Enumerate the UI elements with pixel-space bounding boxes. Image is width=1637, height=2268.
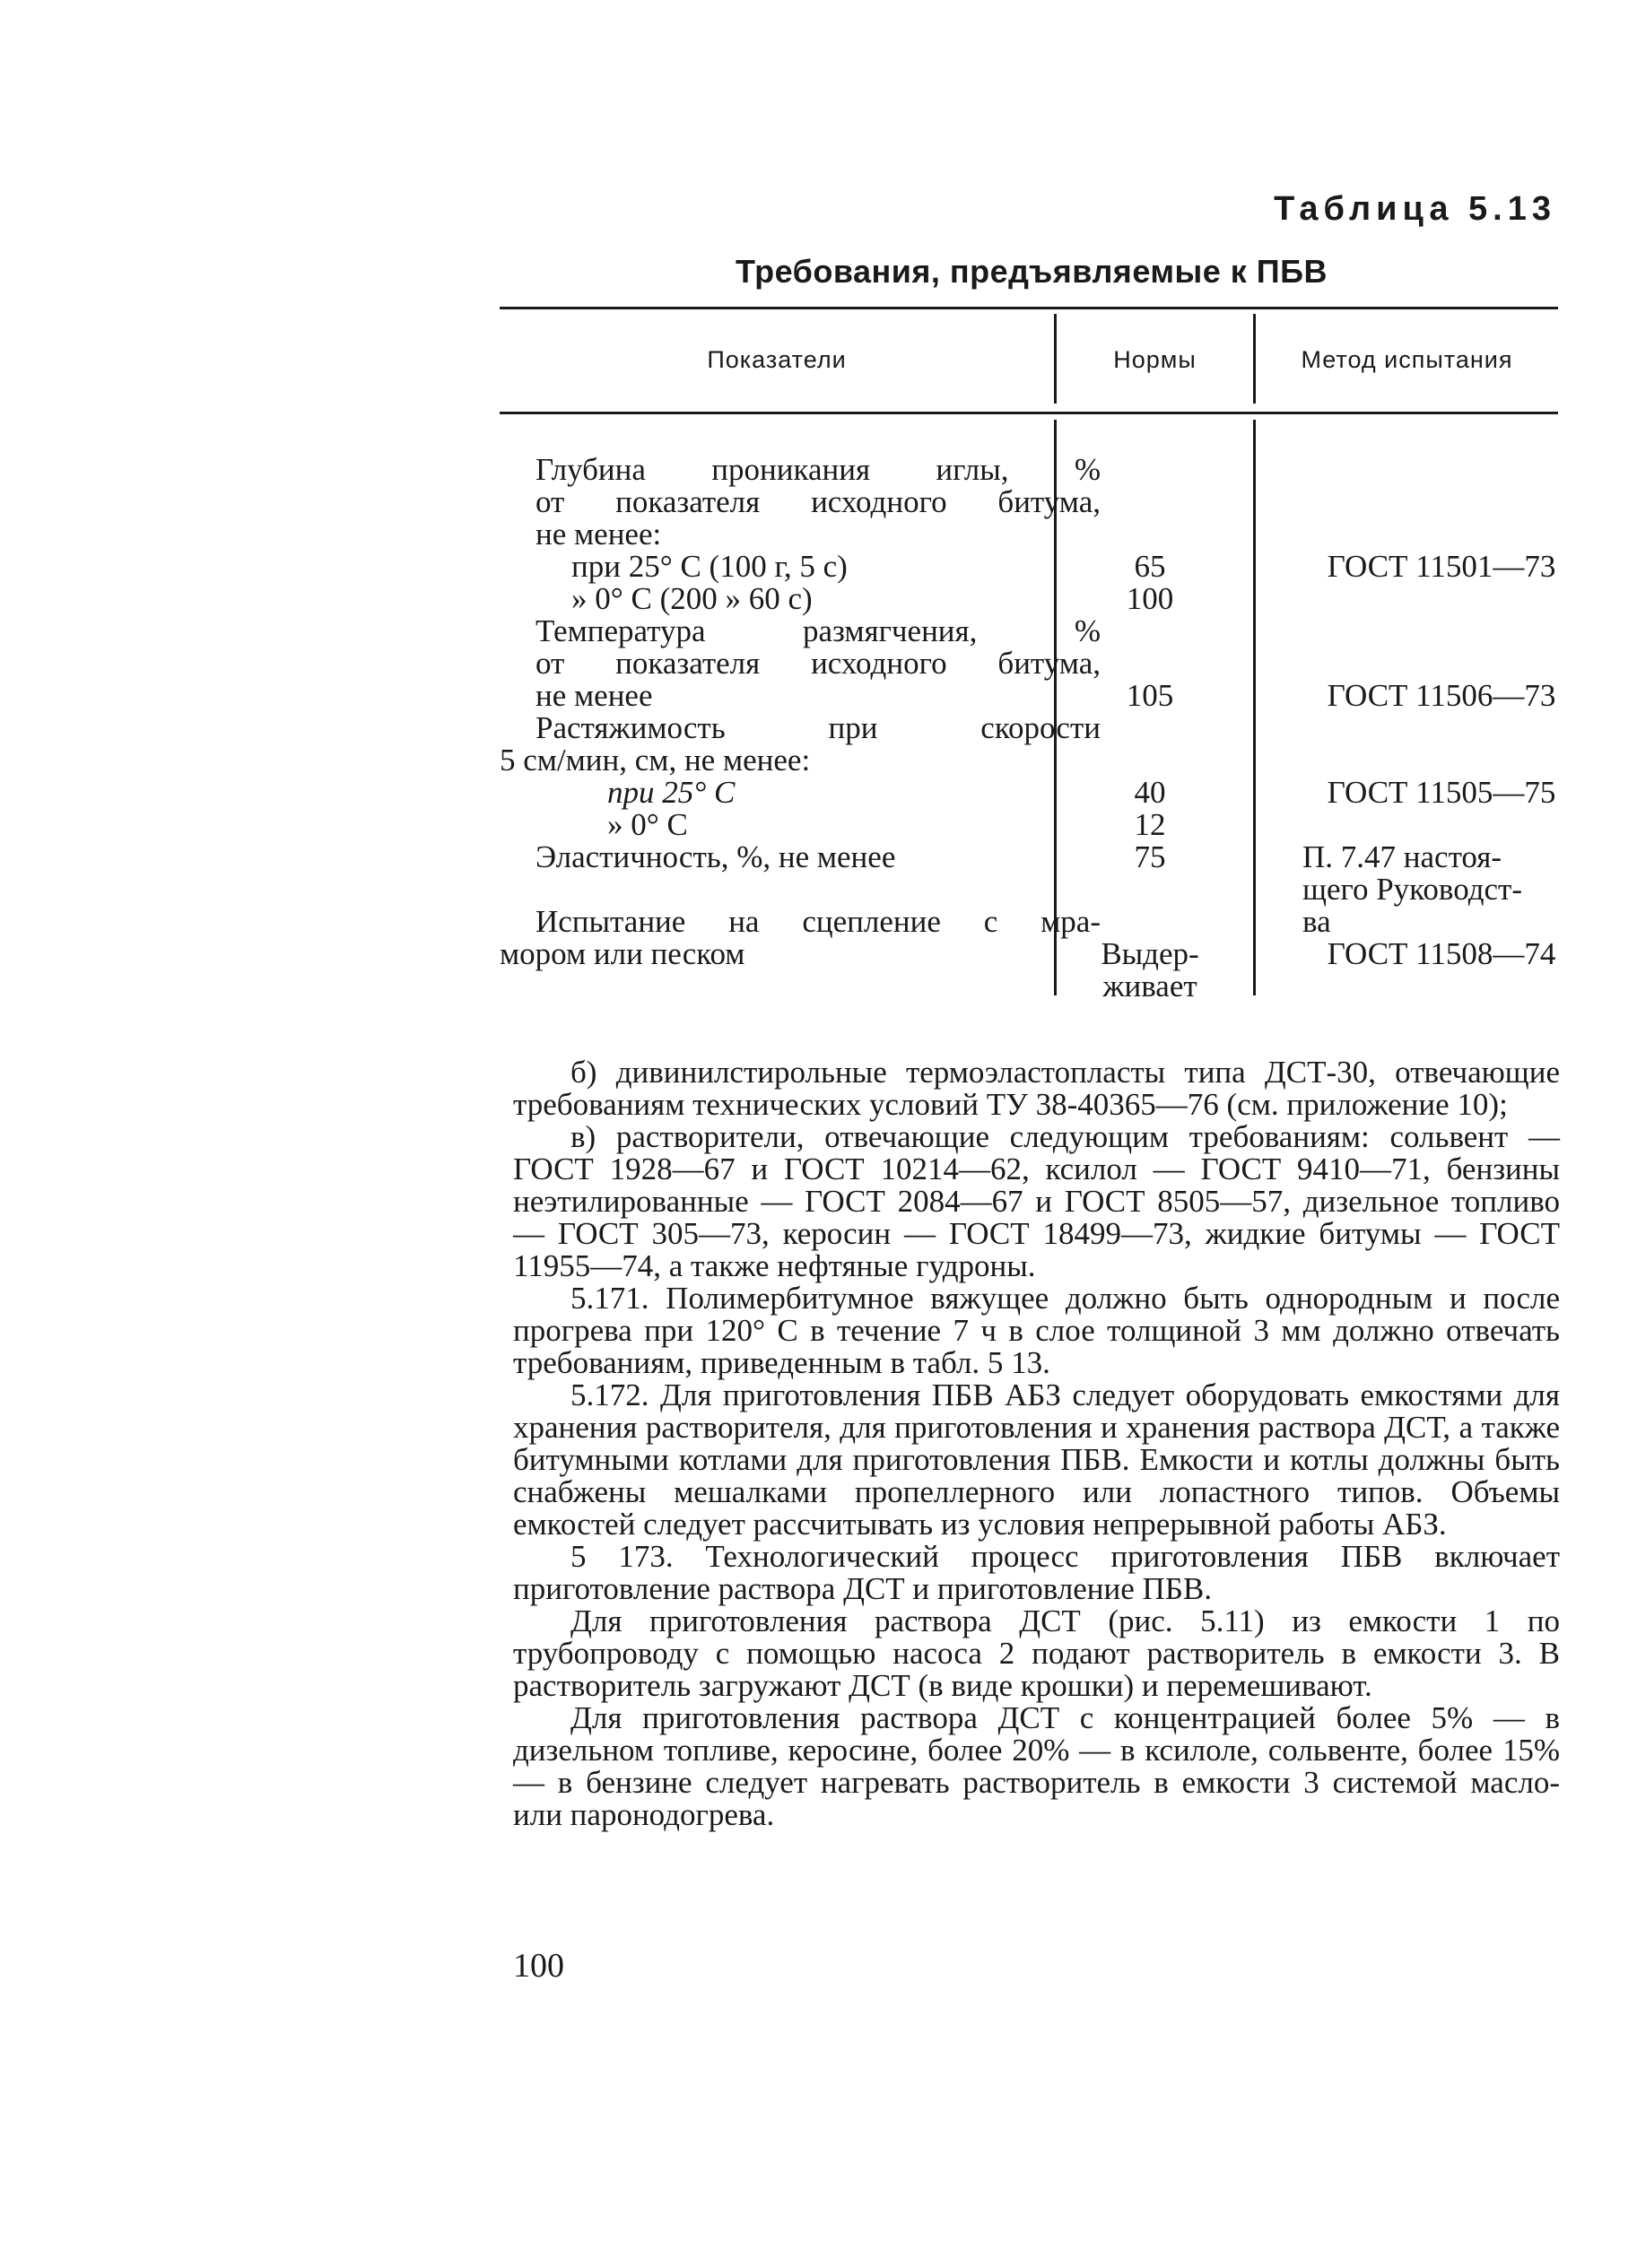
row-label: » 0° С xyxy=(607,807,688,842)
row-label: мором или песком xyxy=(500,936,745,971)
row-label: Испытание на сцепление с мра- xyxy=(536,904,1101,939)
row-norm: 105 xyxy=(1126,678,1174,713)
table-row xyxy=(500,454,1558,486)
header-norms: Нормы xyxy=(1113,345,1197,373)
table-row xyxy=(500,841,1558,873)
row-norm: живает xyxy=(1102,969,1197,1004)
row-method: П. 7.47 настоя- xyxy=(1302,839,1502,874)
row-norm: 40 xyxy=(1134,775,1166,810)
row-method: ГОСТ 11506—73 xyxy=(1327,678,1556,713)
row-label: от показателя исходного битума, xyxy=(536,484,1101,519)
table-row xyxy=(500,777,1558,809)
row-method: ГОСТ 11501—73 xyxy=(1327,549,1556,584)
row-label: Растяжимость при скорости xyxy=(536,710,1101,745)
row-label: не менее xyxy=(536,678,653,713)
header-indicators: Показатели xyxy=(707,345,847,373)
paragraph: 5.172. Для приготовления ПБВ АБЗ следует оборудовать емкостями для хранения растворителя, для приготовления и хранения раствора ДСТ, а также битумными котлами для приготовления ПБВ. Емкости и котлы должны быть снабжены мешалками пропеллерного или лопастного типов. Объемы емкостей следует рассчитывать из условия непрерывной работы АБЗ. xyxy=(513,1377,1560,1542)
table-row xyxy=(500,551,1558,583)
row-label: » 0° С (200 » 60 с) xyxy=(571,581,813,616)
requirements-table xyxy=(500,307,1558,1004)
table-row xyxy=(500,647,1558,680)
table-row xyxy=(500,583,1558,615)
table-row xyxy=(500,744,1558,777)
row-norm: 75 xyxy=(1134,839,1166,874)
table-row xyxy=(500,518,1558,551)
row-label: Глубина проникания иглы, % xyxy=(536,452,1101,487)
table-row xyxy=(500,809,1558,841)
row-label: Эластичность, %, не менее xyxy=(536,839,896,874)
table-row xyxy=(500,486,1558,518)
header-test-method: Метод испытания xyxy=(1301,345,1513,373)
row-label: от показателя исходного битума, xyxy=(536,646,1101,681)
table-row xyxy=(500,712,1558,744)
table-row xyxy=(500,680,1558,712)
row-norm: Выдер- xyxy=(1101,936,1199,971)
paragraph: Для приготовления раствора ДСТ с концентрацией более 5% — в дизельном топливе, керосине, более 20% — в ксилоле, сольвенте, более 15% — в бензине следует нагревать растворитель в емкости 3 системой масло- или паронодогрева. xyxy=(513,1700,1560,1832)
paragraph: 5 173. Технологический процесс приготовления ПБВ включает приготовление раствора ДСТ и приготовление ПБВ. xyxy=(513,1539,1560,1606)
row-method: ГОСТ 11508—74 xyxy=(1327,936,1556,971)
table-row xyxy=(500,970,1558,1003)
row-norm: 12 xyxy=(1134,807,1166,842)
table-caption: Требования, предъявляемые к ПБВ xyxy=(735,253,1328,290)
paragraph: б) дивинилстирольные термоэластопласты типа ДСТ-30, отвечающие требованиям технических условий ТУ 38-40365—76 (см. приложение 10); xyxy=(513,1055,1560,1122)
row-method: щего Руководст- xyxy=(1302,872,1522,907)
table-row xyxy=(500,615,1558,647)
row-label: Температура размягчения, % xyxy=(536,613,1101,648)
row-norm: 100 xyxy=(1126,581,1174,616)
table-row xyxy=(500,873,1558,906)
paragraph: в) растворители, отвечающие следующим требованиям: сольвент — ГОСТ 1928—67 и ГОСТ 10214—62, ксилол — ГОСТ 9410—71, бензины неэтилированные — ГОСТ 2084—67 и ГОСТ 8505—57, дизельное топливо — ГОСТ 305—73, керосин — ГОСТ 18499—73, жидкие битумы — ГОСТ 11955—74, а также нефтяные гудроны. xyxy=(513,1119,1560,1283)
row-label: не менее: xyxy=(536,517,662,552)
table-row xyxy=(500,938,1558,970)
page-number: 100 xyxy=(513,1947,564,1985)
row-label: при 25° С (100 г, 5 с) xyxy=(571,549,848,584)
paragraph: 5.171. Полимербитумное вяжущее должно быть однородным и после прогрева при 120° С в течение 7 ч в слое толщиной 3 мм должно отвечать требованиям, приведенным в табл. 5 13. xyxy=(513,1281,1560,1380)
row-method: ГОСТ 11505—75 xyxy=(1327,775,1556,810)
paragraph: Для приготовления раствора ДСТ (рис. 5.11) из емкости 1 по трубопроводу с помощью насоса 2 подают растворитель в емкости 3. В растворитель загружают ДСТ (в виде крошки) и перемешивают. xyxy=(513,1603,1560,1703)
row-label: при 25° С xyxy=(607,775,736,810)
table-row xyxy=(500,906,1558,938)
row-label: 5 см/мин, см, не менее: xyxy=(500,743,811,778)
row-norm: 65 xyxy=(1134,549,1166,584)
body-text xyxy=(513,1056,1560,1831)
table-label: Таблица 5.13 xyxy=(1274,190,1556,228)
row-method: ва xyxy=(1302,904,1331,939)
